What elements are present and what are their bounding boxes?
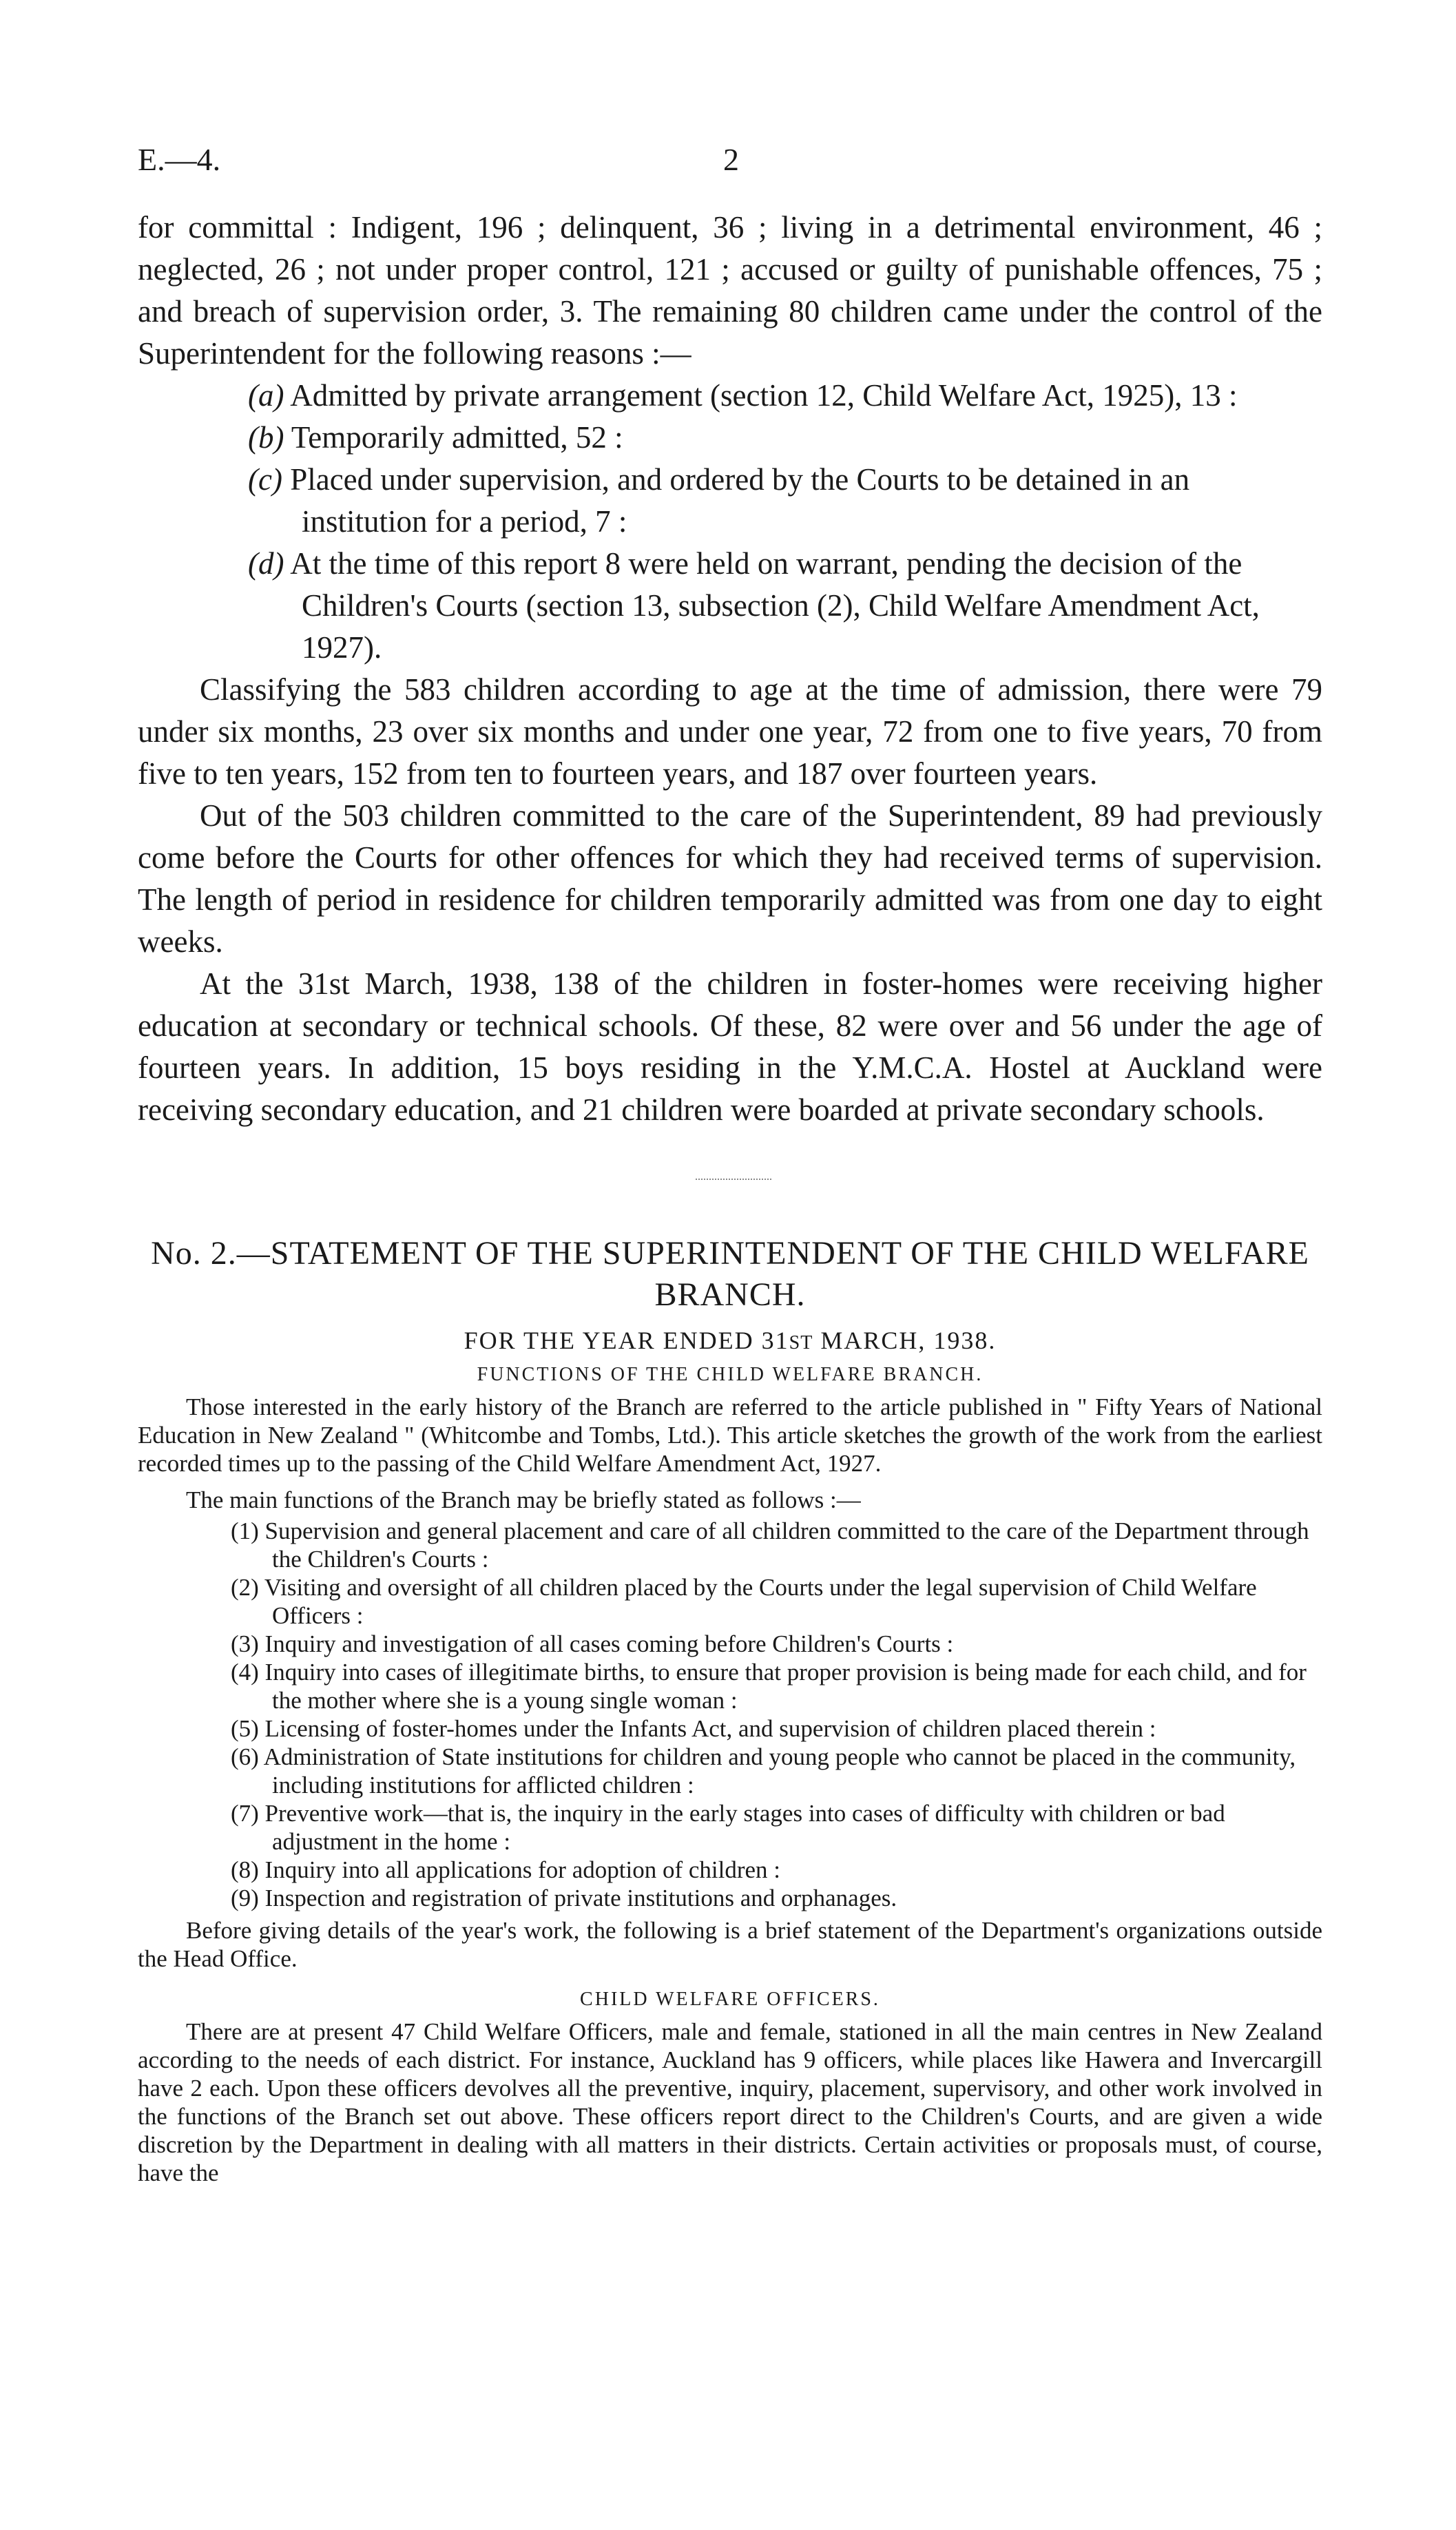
paragraph-supervision: Out of the 503 children committed to the care of the Superintendent, 89 had previously come before the Courts for other offences for which they had received terms of supervision. The length of period in residence for children temporarily admitted was from one day to eight weeks. <box>138 798 1322 959</box>
subtitle-part-b: MARCH, 1938. <box>813 1327 997 1354</box>
reason-item <box>191 375 1322 417</box>
function-item: (3) Inquiry and investigation of all cases coming before Children's Courts : <box>231 1630 954 1657</box>
paragraph-history: Those interested in the early history of the Branch are referred to the article published in " Fifty Years of National Education in New Zealand " (Whitcombe and Tombs, Ltd.). This article sketches the growth of the work from the earliest recorded times up to the passing of the Child Welfare Amendment Act, 1927. <box>138 1393 1322 1477</box>
paragraph-before-details: Before giving details of the year's work, the following is a brief statement of the Department's organizations outside the Head Office. <box>138 1917 1322 1972</box>
reason-label: (b) <box>248 420 284 455</box>
page-number: 2 <box>723 142 739 177</box>
functions-list <box>138 1517 1322 1912</box>
reason-item <box>191 417 1322 459</box>
report-code: E.—4. <box>138 142 221 177</box>
function-item: (7) Preventive work—that is, the inquiry in the early stages into cases of difficulty with children or bad adjustment in the home : <box>231 1800 1225 1855</box>
function-item: (5) Licensing of foster-homes under the Infants Act, and supervision of children placed therein : <box>231 1715 1156 1742</box>
reason-text: Admitted by private arrangement (section 12, Child Welfare Act, 1925), 13 : <box>290 378 1238 413</box>
section-heading-functions: FUNCTIONS OF THE CHILD WELFARE BRANCH. <box>477 1364 984 1385</box>
page-header <box>138 141 1318 183</box>
reason-text: Placed under supervision, and ordered by the Courts to be detained in an institution for a period, 7 : <box>290 462 1190 539</box>
reason-label: (d) <box>248 546 284 581</box>
reason-item <box>191 459 1322 543</box>
reason-text: Temporarily admitted, 52 : <box>291 420 623 455</box>
top-section <box>138 207 1322 1131</box>
paragraph-main-functions: The main functions of the Branch may be briefly stated as follows :— <box>186 1486 861 1513</box>
function-item: (6) Administration of State institutions for children and young people who cannot be placed in the community, including institutions for afflicted children : <box>231 1743 1296 1798</box>
reason-label: (c) <box>248 462 282 497</box>
reason-text: At the time of this report 8 were held on warrant, pending the decision of the Children's Courts (section 13, subsection (2), Child Welfare Amendment Act, 1927). <box>290 546 1260 665</box>
function-item: (9) Inspection and registration of private institutions and orphanages. <box>231 1885 897 1911</box>
section-heading-officers: CHILD WELFARE OFFICERS. <box>580 1989 880 2010</box>
paragraph-education: At the 31st March, 1938, 138 of the children in foster-homes were receiving higher education at secondary or technical schools. Of these, 82 were over and 56 under the age of fourteen years. In addition, 15 boys residing in the Y.M.C.A. Hostel at Auckland were receiving secondary education, and 21 children were boarded at private secondary schools. <box>138 966 1322 1127</box>
function-item: (1) Supervision and general placement and care of all children committed to the care of the Department through the Children's Courts : <box>231 1517 1309 1573</box>
function-item: (8) Inquiry into all applications for adoption of children : <box>231 1856 780 1883</box>
statement-title: No. 2.—STATEMENT OF THE SUPERINTENDENT OF THE CHILD WELFARE BRANCH. <box>151 1235 1309 1313</box>
paragraph-officers: There are at present 47 Child Welfare Officers, male and female, stationed in all the main centres in New Zealand according to the needs of each district. For instance, Auckland has 9 officers, while places like Hawera and Invercargill have 2 each. Upon these officers devolves all the preventive, inquiry, placement, supervisory, and other work involved in the functions of the Branch set out above. These officers report direct to the Children's Courts, and are given a wide discretion by the Department in dealing with all matters in their districts. Certain activities or proposals must, of course, have the <box>138 2018 1322 2186</box>
paragraph-committal: for committal : Indigent, 196 ; delinquent, 36 ; living in a detrimental environment, 46 ; neglected, 26 ; not under proper control, 121 ; accused or guilty of punishable offences, 75 ; and breach of supervision order, 3. The remaining 80 children came under the control of the Superintendent for the following reasons :— <box>138 210 1322 371</box>
section-divider <box>696 1179 771 1180</box>
reason-item <box>191 543 1322 669</box>
statement-body <box>138 1393 1322 2187</box>
reason-label: (a) <box>248 378 284 413</box>
paragraph-ages: Classifying the 583 children according to age at the time of admission, there were 79 under six months, 23 over six months and under one year, 72 from one to five years, 70 from five to ten years, 152 from ten to fourteen years, and 187 over fourteen years. <box>138 672 1322 791</box>
function-item: (2) Visiting and oversight of all children placed by the Courts under the legal supervision of Child Welfare Officers : <box>231 1574 1257 1629</box>
function-item: (4) Inquiry into cases of illegitimate births, to ensure that proper provision is being made for each child, and for the mother where she is a young single woman : <box>231 1659 1307 1714</box>
subtitle-ordinal: ST <box>789 1332 813 1354</box>
reasons-list <box>138 375 1322 669</box>
statement-subtitle <box>138 1326 1322 1355</box>
subtitle-part-a: FOR THE YEAR ENDED 31 <box>464 1327 789 1354</box>
